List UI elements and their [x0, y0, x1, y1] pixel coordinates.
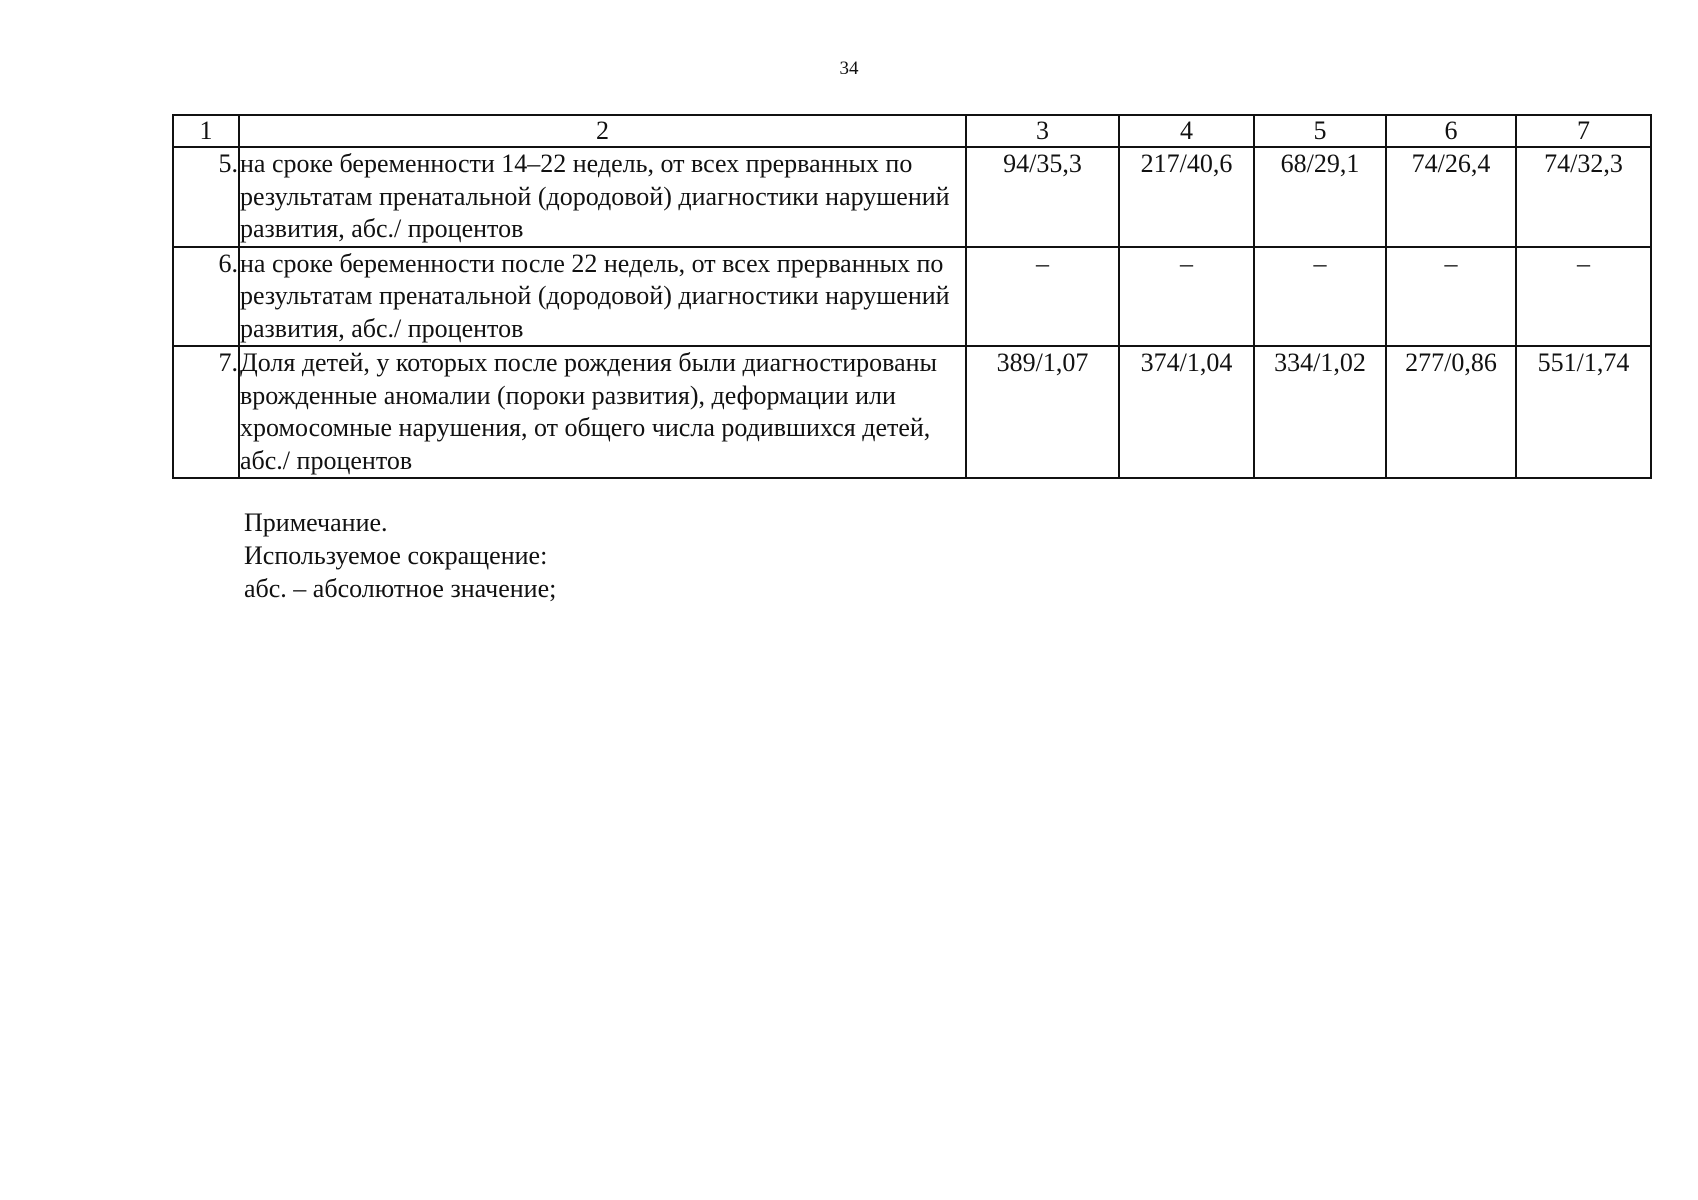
column-header: 7: [1516, 115, 1651, 147]
table-row: [173, 247, 1651, 347]
row-description: Доля детей, у которых после рождения были диагностированы врожденные аномалии (пороки развития), деформации или хромосомные нарушения, от общего числа родившихся детей, абс./ процентов: [239, 346, 966, 478]
table-cell: –: [1386, 247, 1516, 347]
column-header: 4: [1119, 115, 1254, 147]
table-cell: –: [1516, 247, 1651, 347]
table-cell: –: [1119, 247, 1254, 347]
table-cell: 334/1,02: [1254, 346, 1386, 478]
column-header: 6: [1386, 115, 1516, 147]
data-table: [172, 114, 1652, 479]
table-cell: 389/1,07: [966, 346, 1119, 478]
column-header: 1: [173, 115, 239, 147]
column-header: 2: [239, 115, 966, 147]
row-number: 5.: [173, 147, 239, 247]
table-cell: 68/29,1: [1254, 147, 1386, 247]
row-description: на сроке беременности 14–22 недель, от всех прерванных по результатам пренатальной (дородовой) диагностики нарушений развития, абс./ процентов: [239, 147, 966, 247]
note-subtitle: Используемое сокращение:: [244, 541, 548, 570]
table-cell: –: [1254, 247, 1386, 347]
table-row: [173, 147, 1651, 247]
note-abbreviation: абс. – абсолютное значение;: [244, 574, 557, 603]
column-header: 3: [966, 115, 1119, 147]
note-block: [244, 506, 556, 605]
page-number: 34: [839, 58, 859, 79]
table-cell: –: [966, 247, 1119, 347]
row-description: на сроке беременности после 22 недель, от всех прерванных по результатам пренатальной (дородовой) диагностики нарушений развития, абс./ процентов: [239, 247, 966, 347]
column-header: 5: [1254, 115, 1386, 147]
table-cell: 374/1,04: [1119, 346, 1254, 478]
row-number: 6.: [173, 247, 239, 347]
table-cell: 277/0,86: [1386, 346, 1516, 478]
table-cell: 94/35,3: [966, 147, 1119, 247]
table-cell: 74/32,3: [1516, 147, 1651, 247]
row-number: 7.: [173, 346, 239, 478]
table-cell: 74/26,4: [1386, 147, 1516, 247]
table-row: [173, 346, 1651, 478]
table-header-row: [173, 115, 1651, 147]
table-cell: 217/40,6: [1119, 147, 1254, 247]
note-title: Примечание.: [244, 508, 388, 537]
table-cell: 551/1,74: [1516, 346, 1651, 478]
